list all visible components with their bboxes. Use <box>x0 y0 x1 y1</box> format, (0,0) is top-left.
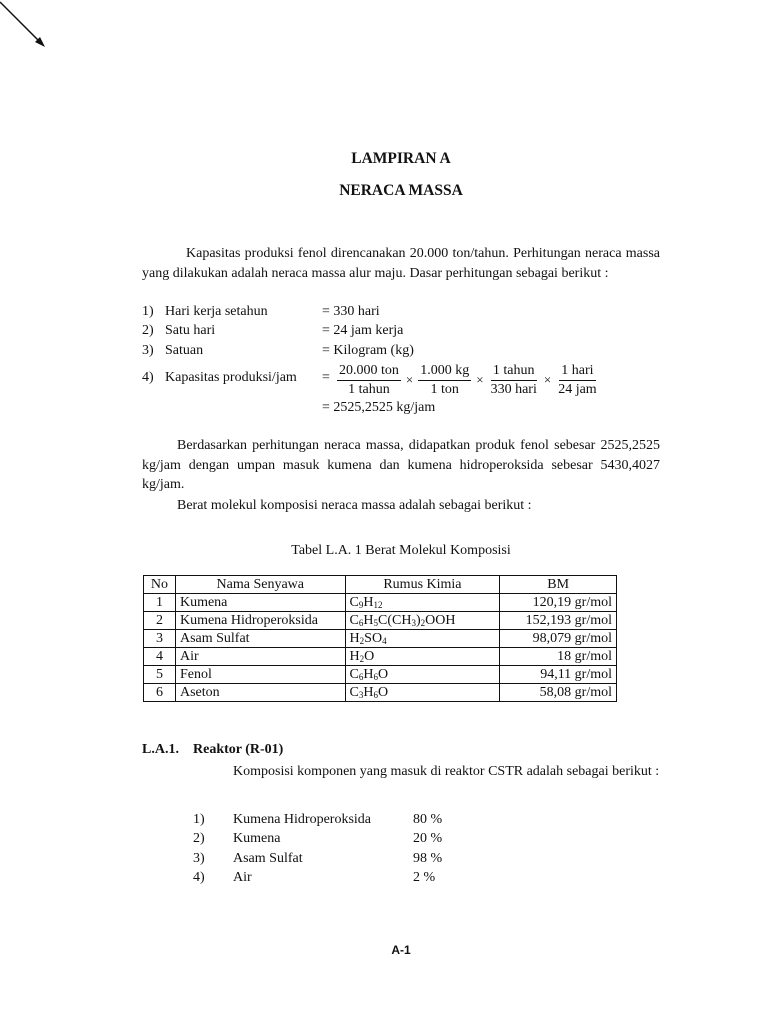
chemical-formula: $C_6H_6O$ <box>345 666 500 684</box>
capacity-formula: $\frac{\text{20.000 ton}}{\text{1 tahun}}$ × $\frac{1.000 kg}{\text{1 ton}}$ × $\frac{\text{1 tahun}}{\text{330 hari}}$ × $\frac{\text{1 hari}}{\text{24 jam}}$ <box>339 362 597 397</box>
fraction: $\frac{\text{1 hari}}{\text{24 jam}}$ <box>558 362 597 397</box>
column-header: Rumus Kimia <box>345 576 500 594</box>
column-header: Nama Senyawa <box>175 576 345 594</box>
section-intro: Komposisi komponen yang masuk di reaktor CSTR adalah sebagai berikut : <box>233 764 660 779</box>
table-header-row <box>144 576 617 594</box>
table-row: 3 Asam Sulfat $H_2SO_4$ 98,079 gr/mol <box>144 630 617 648</box>
table-row: 4 Air $H_2O$ 18 gr/mol <box>144 648 617 666</box>
chemical-formula: $H_2O$ <box>345 648 500 666</box>
arrow-icon <box>0 0 60 60</box>
page-title: LAMPIRAN A <box>351 150 451 167</box>
molecular-weight-intro: Berat molekul komposisi neraca massa adalah sebagai berikut : <box>177 498 532 513</box>
chemical-formula: $C_3H_6O$ <box>345 684 500 702</box>
table-caption: Tabel L.A. 1 Berat Molekul Komposisi <box>291 543 511 558</box>
capacity-result: = 2525,2525 kg/jam <box>322 400 436 415</box>
intro-paragraph: Kapasitas produksi fenol direncanakan 20.000 ton/tahun. Perhitungan neraca massa yang dilakukan adalah neraca massa alur maju. Dasar perhitungan sebagai berikut : <box>142 246 660 281</box>
molecular-weight-table <box>143 575 617 702</box>
column-header: BM <box>500 576 617 594</box>
column-header: No <box>144 576 176 594</box>
result-paragraph: Berdasarkan perhitungan neraca massa, didapatkan produk fenol sebesar 2525,2525 kg/jam dengan umpan masuk kumena dan kumena hidroperoksida sebesar 5430,4027 kg/jam. <box>142 438 660 492</box>
section-number: L.A.1. <box>142 742 179 757</box>
table-row: 1 Kumena $C_9H_{12}$ 120,19 gr/mol <box>144 594 617 612</box>
table-row: 2 Kumena Hidroperoksida $C_6H_5C(CH_3)_2OOH$ 152,193 gr/mol <box>144 612 617 630</box>
section-title: Reaktor (R-01) <box>193 742 284 757</box>
fraction: $\frac{\text{1 tahun}}{\text{330 hari}}$ <box>490 362 537 397</box>
page-number: A-1 <box>391 943 411 957</box>
fraction: $\frac{1.000 kg}{\text{1 ton}}$ <box>420 362 470 397</box>
chemical-formula: $C_6H_5C(CH_3)_2OOH$ <box>345 612 500 630</box>
fraction: $\frac{\text{20.000 ton}}{\text{1 tahun}}$ <box>339 362 399 397</box>
page-subtitle: NERACA MASSA <box>339 182 463 199</box>
chemical-formula: $H_2SO_4$ <box>345 630 500 648</box>
table-row: 5 Fenol $C_6H_6O$ 94,11 gr/mol <box>144 666 617 684</box>
table-row: 6 Aseton $C_3H_6O$ 58,08 gr/mol <box>144 684 617 702</box>
chemical-formula: $C_9H_{12}$ <box>345 594 500 612</box>
